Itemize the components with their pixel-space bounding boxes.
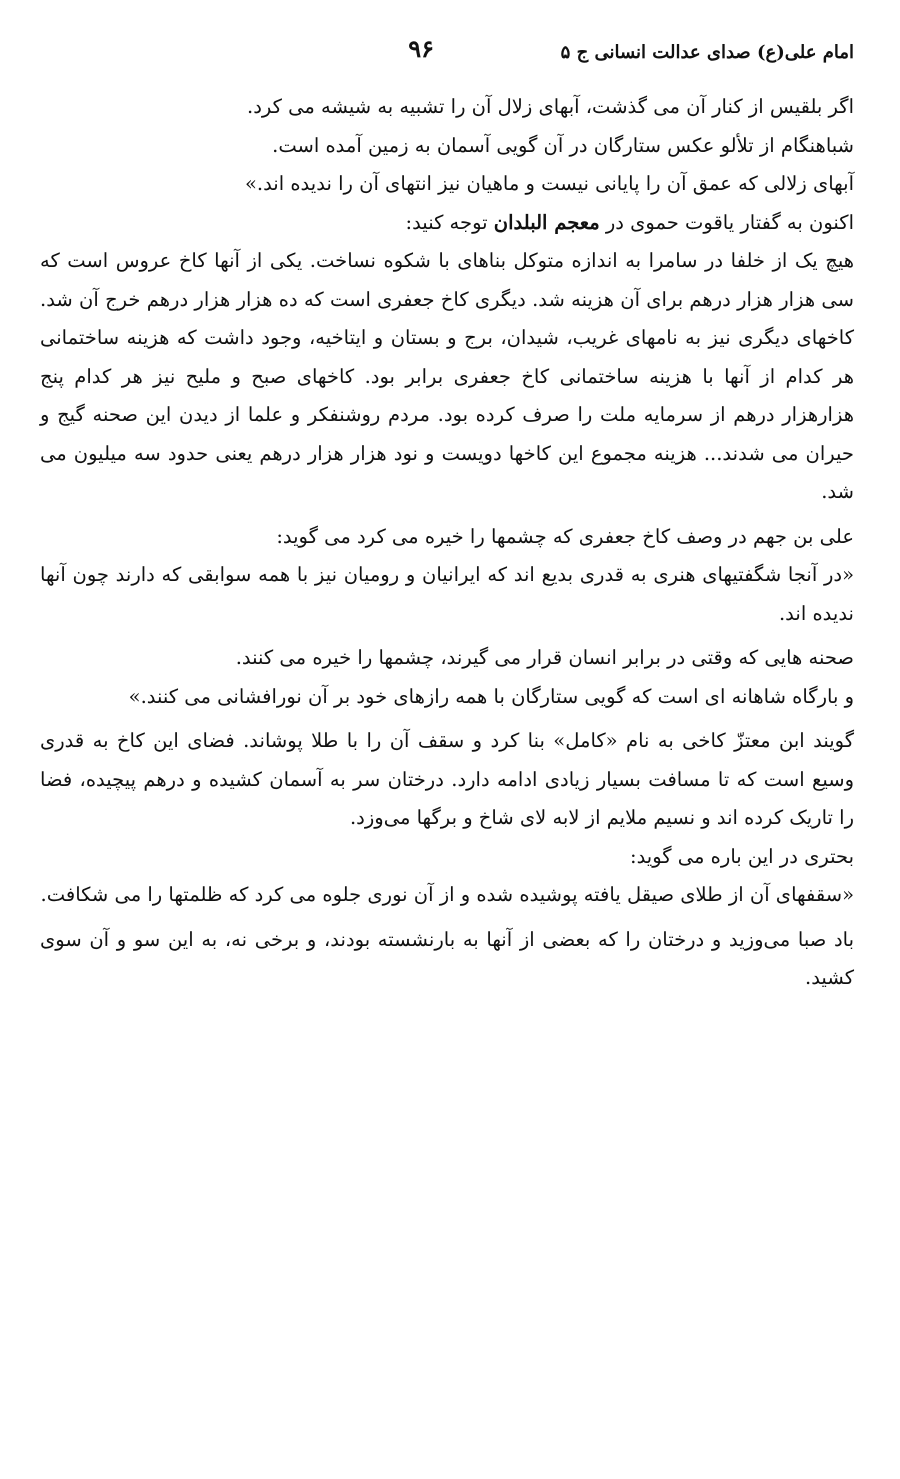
running-title: امام علی(ع) صدای عدالت انسانی ج ۵ — [560, 42, 854, 63]
paragraph-quote-ceilings: «سقفهای آن از طلای صیقل یافته پوشیده شده و از آن نوری جلوه می کرد که ظلمتها را می شکافت. — [40, 883, 854, 906]
paragraph-yaqut-intro — [40, 204, 854, 243]
paragraph-night-stars: شباهنگام از تلألو عکس ستارگان در آن گویی آسمان به زمین آمده است. — [272, 133, 854, 157]
page-number: ۹۶ — [408, 34, 434, 63]
paragraph-ali-ibn-jahm: علی بن جهم در وصف کاخ جعفری که چشمها را خیره می کرد می گوید: — [276, 524, 854, 548]
paragraph-quote-breeze: باد صبا می‌وزید و درختان را که بعضی از آنها به بارنشسته بودند، و برخی نه، به این سو و آن سوی کشید. — [40, 927, 854, 989]
page-header — [40, 34, 854, 74]
paragraph-ibn-mutazz: گویند ابن معتزّ کاخی به نام «کامل» بنا کرد و سقف آن را با طلا پوشاند. فضای این کاخ به قدری وسیع است که تا مسافت بسیار زیادی ادامه دارد. درختان سر به آسمان کشیده و درهم پیچیده، فضا را تاریک کرده اند و نسیم ملایم از لابه لای شاخ و برگها می‌وزد. — [40, 729, 854, 829]
paragraph-buhturi-intro: بحتری در این باره می گوید: — [630, 844, 854, 868]
yaqut-intro-after: توجه کنید: — [405, 210, 494, 234]
paragraph-clear-waters: آبهای زلالی که عمق آن را پایانی نیست و ماهیان نیز انتهای آن را ندیده اند.» — [244, 172, 854, 195]
paragraph-quote-court: و بارگاه شاهانه ای است که گویی ستارگان با همه رازهای خود بر آن نورافشانی می کنند.» — [128, 684, 854, 708]
book-title-mujam: معجم البلدان — [493, 210, 600, 234]
paragraph-quote-wonders: «در آنجا شگفتیهای هنری به قدری بدیع اند که ایرانیان و رومیان نیز با همه سوابقی که دارند چون آنها ندیده اند. — [40, 563, 854, 625]
yaqut-intro-before: اکنون به گفتار یاقوت حموی در — [599, 210, 854, 234]
paragraph-mutawakkil-palaces: هیچ یک از خلفا در سامرا به اندازه متوکل بناهای با شکوه نساخت. یکی از آنها کاخ عروس است که سی هزار هزار درهم برای آن هزینه شد. دیگری کاخ جعفری است که ده هزار هزار درهم خرج آن شد. کاخهای دیگری نیز به نامهای غریب، شیدان، برج و بستان و ایتاخیه، وجود داشت که هزینه ساختمانی هر کدام از آنها با هزینه ساختمانی کاخ جعفری برابر بود. کاخهای صبح و ملیح نیز هر کدام پنج هزارهزار درهم از سرمایه ملت را صرف کرده بود. مردم روشنفکر و علما از دیدن این صحنه گیج و حیران می شدند... هزینه مجموع این کاخها دویست و نود هزار هزار درهم یعنی حدود سه میلیون می شد. — [40, 249, 854, 503]
paragraph-quote-scenes: صحنه هایی که وقتی در برابر انسان قرار می گیرند، چشمها را خیره می کنند. — [235, 646, 854, 669]
paragraph-bilqis: اگر بلقیس از کنار آن می گذشت، آبهای زلال آن را تشبیه به شیشه می کرد. — [247, 95, 854, 118]
body-text — [40, 88, 854, 998]
